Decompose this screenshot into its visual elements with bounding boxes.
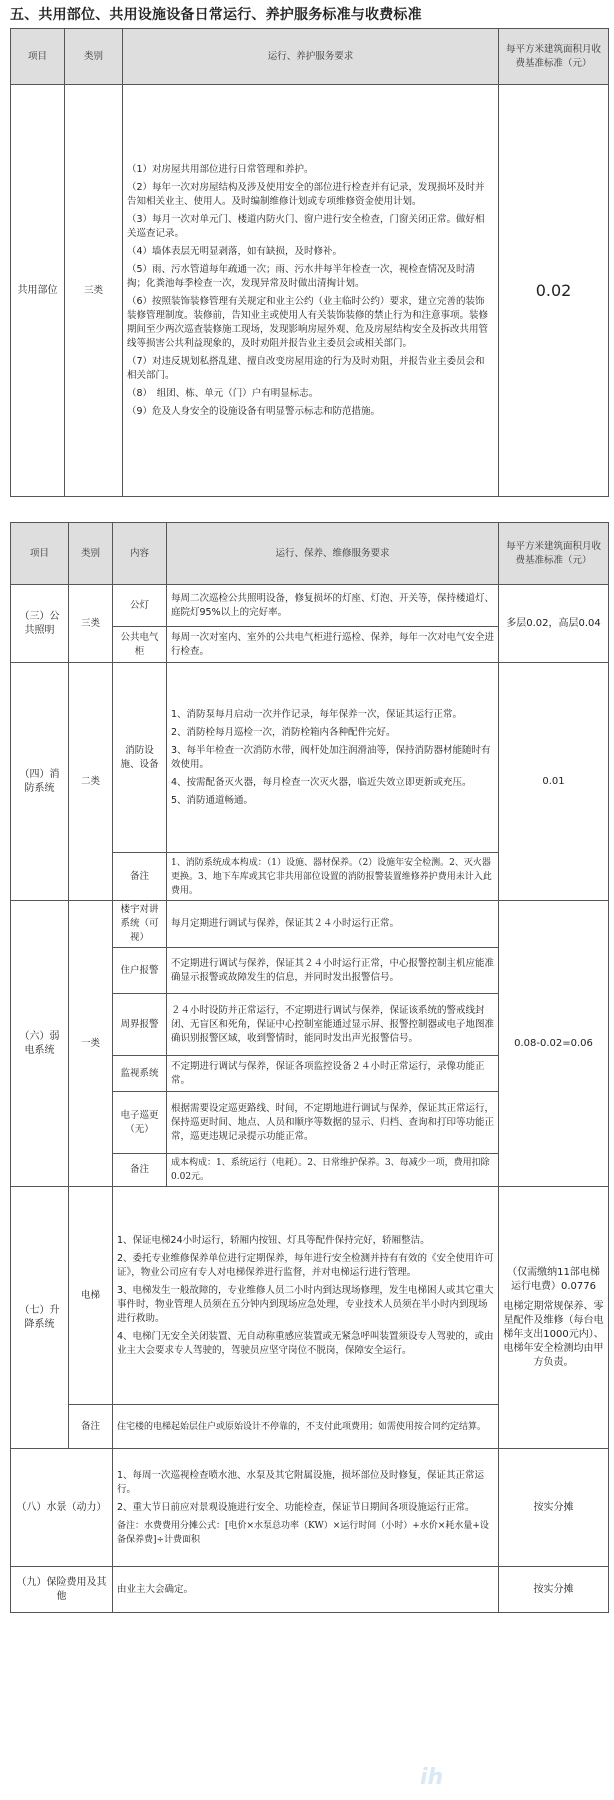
header-fee: 每平方米建筑面积月收费基准标准（元） <box>499 523 609 585</box>
content-cell: 周界报警 <box>113 994 167 1056</box>
requirement-cell: 由业主大会确定。 <box>113 1567 499 1613</box>
requirement-line: 4、电梯门无安全关闭装置、无自动称重感应装置或无紧急呼叫装置须设专人驾驶的，或由业主大会要求专人驾驶的，驾驶员应坚守岗位不脱岗，保障安全运行。 <box>117 1330 494 1356</box>
requirement-cell: 每周二次巡检公共照明设备，修复损坏的灯座、灯泡、开关等，保持楼道灯、庭院灯95%以上的完好率。 <box>167 585 499 627</box>
fire-category: 二类 <box>69 663 113 901</box>
table-row <box>11 1449 609 1567</box>
requirement-line: （3）每月一次对单元门、楼道内防火门、窗户进行安全检查，门窗关闭正常。做好相关巡查记录。 <box>127 213 485 239</box>
water-item: （八）水景（动力） <box>11 1449 113 1567</box>
requirement-line: （2）每年一次对房屋结构及涉及使用安全的部位进行检查并有记录，发现损坏及时并告知相关业主、使用人。及时编制维修计划或专项维修资金使用计划。 <box>127 181 485 207</box>
fire-fee: 0.01 <box>499 663 609 901</box>
requirement-line: （5）雨、污水管道每年疏通一次；雨、污水井每半年检查一次，视检查情况及时清掏；化粪池每季检查一次，发现异常及时做出清掏计划。 <box>127 263 476 289</box>
requirement-cell: 每月定期进行调试与保养，保证其２４小时运行正常。 <box>167 901 499 948</box>
table-row <box>11 1187 609 1405</box>
requirement-cell: 不定期进行调试与保养，保证其２４小时运行正常，中心报警控制主机应能准确显示报警或故障发生的信息，并同时发出报警信号。 <box>167 948 499 994</box>
note-cell: 1、消防系统成本构成：（1）设施、器材保养。（2）设施年安全检测。2、灭火器更换。3、地下车库或其它非共用部位设置的消防报警装置维修养护费用未计入此费用。 <box>167 853 499 901</box>
requirement-line: 3、电梯发生一般故障的，专业维修人员二小时内到达现场修理，发生电梯困人或其它重大事件时，物业管理人员须在五分钟内到现场应急处理，专业技术人员须在半小时内到现场进行救助。 <box>117 1284 494 1324</box>
requirement-cell: 根据需要设定巡更路线、时间，不定期地进行调试与保养，保证其正常运行，保持巡更时间、地点、人员和顺序等数据的显示、归档、查询和打印等功能正常，巡更违规记录提示功能正常。 <box>167 1092 499 1154</box>
item-cell: 共用部位 <box>11 85 65 497</box>
requirement-line: 2、重大节日前应对景观设施进行安全、功能检查，保证节日期间各项设施运行正常。 <box>117 1501 475 1513</box>
requirement-line: 2、委托专业维修保养单位进行定期保养，每年进行安全检测并持有有效的《安全使用许可证》，物业公司应有专人对电梯保养进行监督，并对电梯运行进行管理。 <box>117 1252 494 1278</box>
requirement-line: （4）墙体表层无明显剥落，如有缺损，及时修补。 <box>127 245 343 257</box>
requirement-cell <box>167 663 499 853</box>
note-label: 备注 <box>113 853 167 901</box>
elevator-fee <box>499 1187 609 1449</box>
weak-fee: 0.08-0.02=0.06 <box>499 901 609 1187</box>
requirement-line: 5、消防通道畅通。 <box>171 794 254 806</box>
table-header-row <box>11 523 609 585</box>
requirement-cell: ２４小时设防并正常运行，不定期进行调试与保养，保证该系统的警戒线封闭、无盲区和死角，保证中心控制室能通过显示屏、报警控制器或电子地图准确识别报警区域，收到警情时，能同时发出声光报警信号。 <box>167 994 499 1056</box>
page-title: 五、共用部位、共用设施设备日常运行、养护服务标准与收费标准 <box>10 7 422 23</box>
insurance-fee: 按实分摊 <box>499 1567 609 1613</box>
note-label: 备注 <box>113 1154 167 1187</box>
common-area-table <box>10 28 609 497</box>
content-cell: 住户报警 <box>113 948 167 994</box>
lighting-category: 三类 <box>69 585 113 663</box>
elevator-fee-bottom: 电梯定期常规保养、零星配件及维修（每台电梯年支出1000元内）、电梯年安全检测均由甲方负责。 <box>503 1300 604 1368</box>
requirement-line: 1、保证电梯24小时运行，轿厢内按钮、灯具等配件保持完好，轿厢整洁。 <box>117 1234 430 1246</box>
table-row <box>11 85 609 497</box>
table-row <box>11 663 609 853</box>
requirement-line: （8） 组团、栋、单元（门）户有明显标志。 <box>127 387 319 399</box>
note-line: 备注：水费费用分摊公式：[电价×水泵总功率（KW）×运行时间（小时）+水价×耗水量+设备保养费]÷计费面积 <box>117 1520 489 1545</box>
fee-cell: 0.02 <box>499 85 609 497</box>
requirement-line: 1、消防泵每月启动一次并作记录，每年保养一次，保证其运行正常。 <box>171 708 463 720</box>
fire-item: （四）消防系统 <box>11 663 69 901</box>
table-header-row <box>11 29 609 85</box>
header-fee: 每平方米建筑面积月收费基准标准（元） <box>499 29 609 85</box>
header-category: 类别 <box>69 523 113 585</box>
note-cell: 成本构成：1、系统运行（电耗）。2、日常维护保养。3、每减少一项，费用扣除0.02元。 <box>167 1154 499 1187</box>
content-cell: 消防设施、设备 <box>113 663 167 853</box>
elevator-content: 电梯 <box>69 1187 113 1405</box>
header-item: 项目 <box>11 523 69 585</box>
lighting-fee: 多层0.02，高层0.04 <box>499 585 609 663</box>
table-row <box>11 1567 609 1613</box>
header-requirement: 运行、保养、维修服务要求 <box>167 523 499 585</box>
header-item: 项目 <box>11 29 65 85</box>
requirement-line: （7）对违反规划私搭乱建、擅自改变房屋用途的行为及时劝阻，并报告业主委员会和相关部门。 <box>127 355 485 381</box>
content-cell: 公灯 <box>113 585 167 627</box>
content-cell: 电子巡更（无） <box>113 1092 167 1154</box>
header-category: 类别 <box>65 29 123 85</box>
weak-category: 一类 <box>69 901 113 1187</box>
requirement-cell <box>123 85 499 497</box>
note-label: 备注 <box>69 1405 113 1449</box>
weak-item: （六）弱电系统 <box>11 901 69 1187</box>
header-requirement: 运行、养护服务要求 <box>123 29 499 85</box>
note-cell: 住宅楼的电梯起始层住户或原始设计不停靠的，不支付此项费用；如需使用按合同约定结算。 <box>113 1405 499 1449</box>
header-content: 内容 <box>113 523 167 585</box>
category-cell: 三类 <box>65 85 123 497</box>
lighting-item: （三）公共照明 <box>11 585 69 663</box>
requirement-cell <box>113 1187 499 1405</box>
insurance-item: （九）保险费用及其他 <box>11 1567 113 1613</box>
content-cell: 楼宇对讲系统（可视） <box>113 901 167 948</box>
table-row <box>11 901 609 948</box>
requirement-line: （6）按照装饰装修管理有关规定和业主公约（业主临时公约）要求，建立完善的装饰装修管理制度。装修前，告知业主或使用人有关装饰装修的禁止行为和注意事项。装修期间至少两次巡查装修施工现场，发现影响房屋外观、危及房屋结构安全及拆改共用管线等损害公共利益现象的，及时劝阻并报告业主委员会或相关部门。 <box>127 295 489 349</box>
elevator-item: （七）升降系统 <box>11 1187 69 1449</box>
requirement-cell <box>113 1449 499 1567</box>
watermark: ih <box>420 1765 444 1790</box>
requirement-line: 4、按需配备灭火器，每月检查一次灭火器，临近失效立即更新或充压。 <box>171 776 472 788</box>
requirement-cell: 不定期进行调试与保养，保证各项监控设备２４小时正常运行，录像功能正常。 <box>167 1056 499 1092</box>
facility-table <box>10 522 609 1613</box>
requirement-line: 1、每周一次巡视检查喷水池、水泵及其它附属设施，损坏部位及时修复，保证其正常运行。 <box>117 1469 485 1495</box>
requirement-line: （1）对房屋共用部位进行日常管理和养护。 <box>127 163 314 175</box>
requirement-cell: 每周一次对室内、室外的公共电气柜进行巡检、保养，每年一次对电气安全进行检查。 <box>167 627 499 663</box>
content-cell: 公共电气柜 <box>113 627 167 663</box>
elevator-fee-top: （仅需缴纳11部电梯运行电费）0.0776 <box>507 1266 600 1292</box>
table-row <box>11 585 609 627</box>
requirement-line: （9）危及人身安全的设施设备有明显警示标志和防范措施。 <box>127 405 381 417</box>
content-cell: 监视系统 <box>113 1056 167 1092</box>
water-fee: 按实分摊 <box>499 1449 609 1567</box>
requirement-line: 3、每半年检查一次消防水带，阀杆处加注润滑油等，保持消防器材能随时有效使用。 <box>171 744 491 770</box>
requirement-line: 2、消防栓每月巡检一次，消防栓箱内各种配件完好。 <box>171 726 396 738</box>
